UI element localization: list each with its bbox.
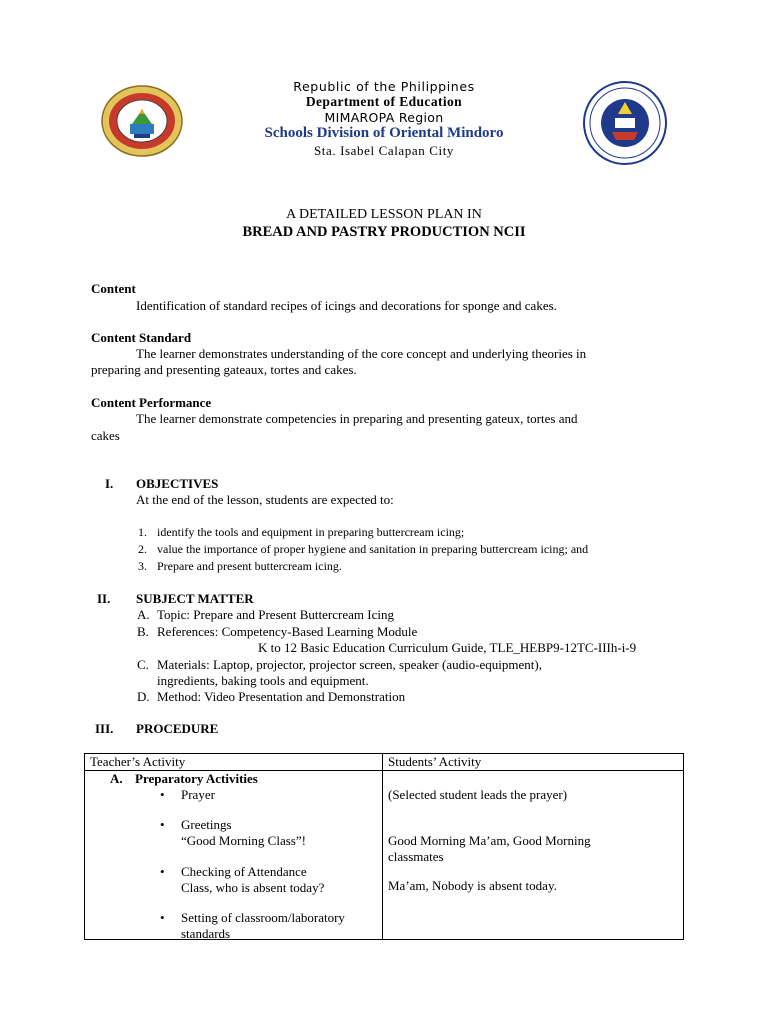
content-performance-line2: cakes (91, 428, 120, 443)
student-greetings-line: classmates (388, 849, 444, 864)
teacher-greetings: Greetings (181, 817, 232, 832)
city-line: Sta. Isabel Calapan City (313, 143, 455, 158)
objectives-heading: OBJECTIVES (136, 476, 219, 491)
objective-item: identify the tools and equipment in preparing buttercream icing; (157, 525, 465, 539)
objectives-intro: At the end of the lesson, students are expected to: (136, 492, 394, 507)
table-row (85, 771, 684, 940)
objective-num: 3. (138, 559, 147, 573)
col-students-header: Students’ Activity (383, 754, 684, 771)
objective-item: value the importance of proper hygiene and sanitation in preparing buttercream icing; and (157, 542, 589, 556)
objective-num: 2. (138, 542, 147, 556)
procedure-table (84, 753, 684, 940)
region-line: MIMAROPA Region (324, 110, 444, 125)
bullet: • (160, 910, 165, 925)
table-header-row (85, 754, 684, 771)
objective-num: 1. (138, 525, 147, 539)
objectives-numeral: I. (105, 476, 114, 491)
content-performance-line1: The learner demonstrate competencies in preparing and presenting gateux, tortes and (136, 411, 578, 426)
teacher-attendance: Checking of Attendance (181, 864, 307, 879)
subject-b-label: B. (137, 624, 149, 639)
teacher-greetings-line: “Good Morning Class”! (181, 833, 306, 848)
subject-matter-heading: SUBJECT MATTER (136, 591, 254, 606)
subject-a-label: A. (137, 607, 150, 622)
subject-topic: Topic: Prepare and Present Buttercream Icing (157, 607, 394, 622)
content-heading: Content (91, 281, 136, 296)
content-text: Identification of standard recipes of icings and decorations for sponge and cakes. (136, 298, 557, 313)
lesson-plan-subject: BREAD AND PASTRY PRODUCTION NCII (242, 224, 526, 240)
subject-matter-numeral: II. (97, 591, 111, 606)
content-standard-heading: Content Standard (91, 330, 192, 345)
content-standard-line2: preparing and presenting gateaux, tortes and cakes. (91, 362, 357, 377)
teacher-activity-cell (85, 771, 383, 940)
content-standard-line1: The learner demonstrates understanding of the core concept and underlying theories in (136, 346, 587, 361)
student-attendance: Ma’am, Nobody is absent today. (388, 878, 557, 893)
teacher-standards-line: standards (181, 926, 231, 941)
section-label: A. (110, 771, 123, 786)
teacher-prayer: Prayer (181, 787, 215, 802)
teacher-attendance-question: Class, who is absent today? (181, 880, 325, 895)
col-teacher-header: Teacher’s Activity (85, 754, 383, 771)
objective-item: Prepare and present buttercream icing. (157, 559, 342, 573)
student-greetings: Good Morning Ma’am, Good Morning (388, 833, 591, 848)
teacher-standards: Setting of classroom/laboratory (181, 910, 345, 925)
republic-line: Republic of the Philippines (293, 79, 475, 94)
subject-references-2: K to 12 Basic Education Curriculum Guide, TLE_HEBP9-12TC-IIIh-i-9 (258, 640, 637, 655)
bullet: • (160, 864, 165, 879)
section-title: Preparatory Activities (135, 771, 258, 786)
student-prayer: (Selected student leads the prayer) (388, 787, 568, 802)
procedure-numeral: III. (95, 721, 114, 736)
bullet: • (160, 817, 165, 832)
procedure-heading: PROCEDURE (136, 721, 219, 736)
department-line: Department of Education (305, 94, 463, 109)
subject-method: Method: Video Presentation and Demonstration (157, 689, 406, 704)
subject-d-label: D. (137, 689, 150, 704)
division-line: Schools Division of Oriental Mindoro (264, 125, 504, 141)
bullet: • (160, 787, 165, 802)
content-performance-heading: Content Performance (91, 395, 212, 410)
subject-materials-2: ingredients, baking tools and equipment. (157, 673, 369, 688)
subject-references: References: Competency-Based Learning Module (157, 624, 418, 639)
lesson-plan-title: A DETAILED LESSON PLAN IN (286, 207, 482, 222)
subject-c-label: C. (137, 657, 149, 672)
subject-materials: Materials: Laptop, projector, projector screen, speaker (audio-equipment), (157, 657, 542, 672)
students-activity-cell (383, 771, 684, 940)
